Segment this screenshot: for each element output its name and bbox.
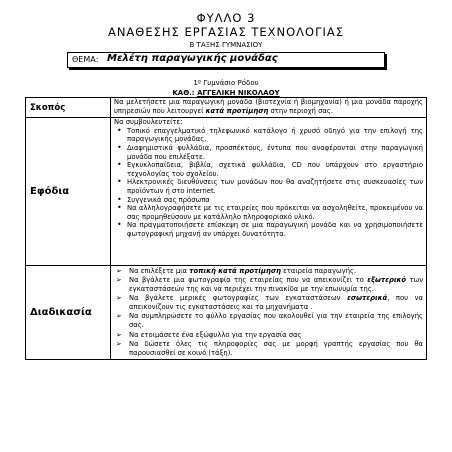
purpose-cell [111, 98, 427, 118]
school-name: 1º Γυμνάσιο Ρόδου [193, 79, 259, 87]
assignment-title: ΑΝΑΘΕΣΗΣ ΕΡΓΑΣΙΑΣ ΤΕΧΝΟΛΟΓΙΑΣ [107, 25, 345, 39]
list-item: ➢ Να δώσετε όλες τις πληροφορίες σας με μορφή γραπτής εργασίας που θα παρουσιασθεί σε κοινό (τάξη). [114, 340, 423, 357]
procedure-cell [111, 265, 427, 360]
list-item: ➢ Να συμπληρώσετε το φύλλο εργασίας που ακολουθεί για την εταιρεία της επιλογής σας. [114, 312, 423, 329]
list-item [114, 276, 423, 293]
list-item: ➢ Να ετοιμάσετε ένα εξώφυλλο για την εργασία σας [114, 331, 423, 340]
purpose-text-after: στην περιοχή σας. [268, 106, 334, 115]
supplies-label: Εφόδια [26, 118, 111, 265]
teacher-line [0, 89, 452, 97]
list-item [114, 294, 423, 311]
procedure-text: Να βγάλετε μια φωτογραφία της εταιρείας που να απεικονίζει το [129, 276, 368, 285]
procedure-emph: τοπική κατά προτίμηση [189, 266, 281, 275]
list-item: • Να αλληλογραφήσετε με τις εταιρείες που πρόκειται να ασχοληθείτε, προκειμένου να σας προμηθεύσουν με κατάλληλο πληροφοριακό υλικό. [114, 204, 423, 221]
list-item: • Συγγενικά σας πρόσωπα [114, 196, 423, 205]
purpose-text [114, 98, 423, 115]
theme-value: Μελέτη παραγωγικής μονάδας [107, 53, 278, 64]
teacher-prefix: ΚΑΘ.: [172, 89, 198, 97]
theme-label: ΘΕΜΑ: [72, 55, 99, 64]
list-item: • Τοπικό επαγγελματικό τηλεφωνικό κατάλογο ή χρυσό οδηγό για την επιλογή της παραγωγικής μονάδας. [114, 127, 423, 144]
list-item: • Ηλεκτρονικές διευθύνσεις των μονάδων που θα αναζητήσετε στις συσκευασίες των προϊόντων ή στο internet. [114, 178, 423, 195]
purpose-text-before: Να μελετήσετε μια παραγωγική μονάδα (βιοτεχνία ή βιομηχανία) ή μια μονάδα παροχής υπηρεσιών που λειτουργεί [114, 98, 423, 115]
supplies-row [26, 118, 427, 265]
procedure-text: , που να απεικονίζουν τις εγκαταστάσεις και τα μηχανήματα . [129, 294, 423, 311]
list-item: • Εγκυκλοπαίδεια, βιβλία, σχετικά φυλλάδια, CD που υπάρχουν στο εργαστήριο τεχνολογίας του σχολείου. [114, 161, 423, 178]
purpose-text-emph: κατά προτίμηση [205, 106, 269, 115]
procedure-list [114, 267, 423, 358]
purpose-label: Σκοπός [26, 98, 111, 118]
list-item: • Διαφημιστικά φυλλάδια, προσπέκτους, έντυπα που αναφέρονται στην παραγωγική μονάδα που επιλέξατε. [114, 144, 423, 161]
procedure-label: Διαδικασία [26, 265, 111, 360]
class-label: Β ΤΑΞΗΣ ΓΥΜΝΑΣΙΟΥ [189, 41, 263, 49]
procedure-emph: εξωτερικό [367, 276, 407, 285]
list-item: • Να πραγματοποιήσετε επίσκεψη σε μια παραγωγική μονάδα και να χρησιμοποιήσετε φωτογραφική μηχανή αν υπάρχει δυνατότητα. [114, 221, 423, 238]
list-item [114, 267, 423, 276]
theme-box [67, 52, 385, 68]
supplies-intro: Να συμβουλευτείτε: [114, 118, 183, 127]
procedure-text: εταιρεία παραγωγής. [280, 266, 357, 275]
assignment-table [25, 97, 427, 360]
teacher-name: ΑΓΓΕΛΙΚΗ ΝΙΚΟΛΑΟΥ [197, 89, 280, 97]
supplies-spacer [114, 239, 423, 263]
procedure-row [26, 265, 427, 360]
procedure-emph: εσωτερικά [347, 294, 388, 303]
procedure-text: των εγκαταστάσεών της και να περιέχει την πινακίδα με την επωνυμία της. [129, 276, 423, 293]
purpose-row [26, 98, 427, 118]
sheet-title: ΦΥΛΛΟ 3 [196, 11, 256, 25]
supplies-list [114, 127, 423, 239]
procedure-text: Να βγάλετε μερικές φωτογραφίες των εγκαταστάσεων [129, 294, 348, 303]
procedure-text: Να επιλέξετε μια [129, 266, 190, 275]
supplies-cell [111, 118, 427, 265]
